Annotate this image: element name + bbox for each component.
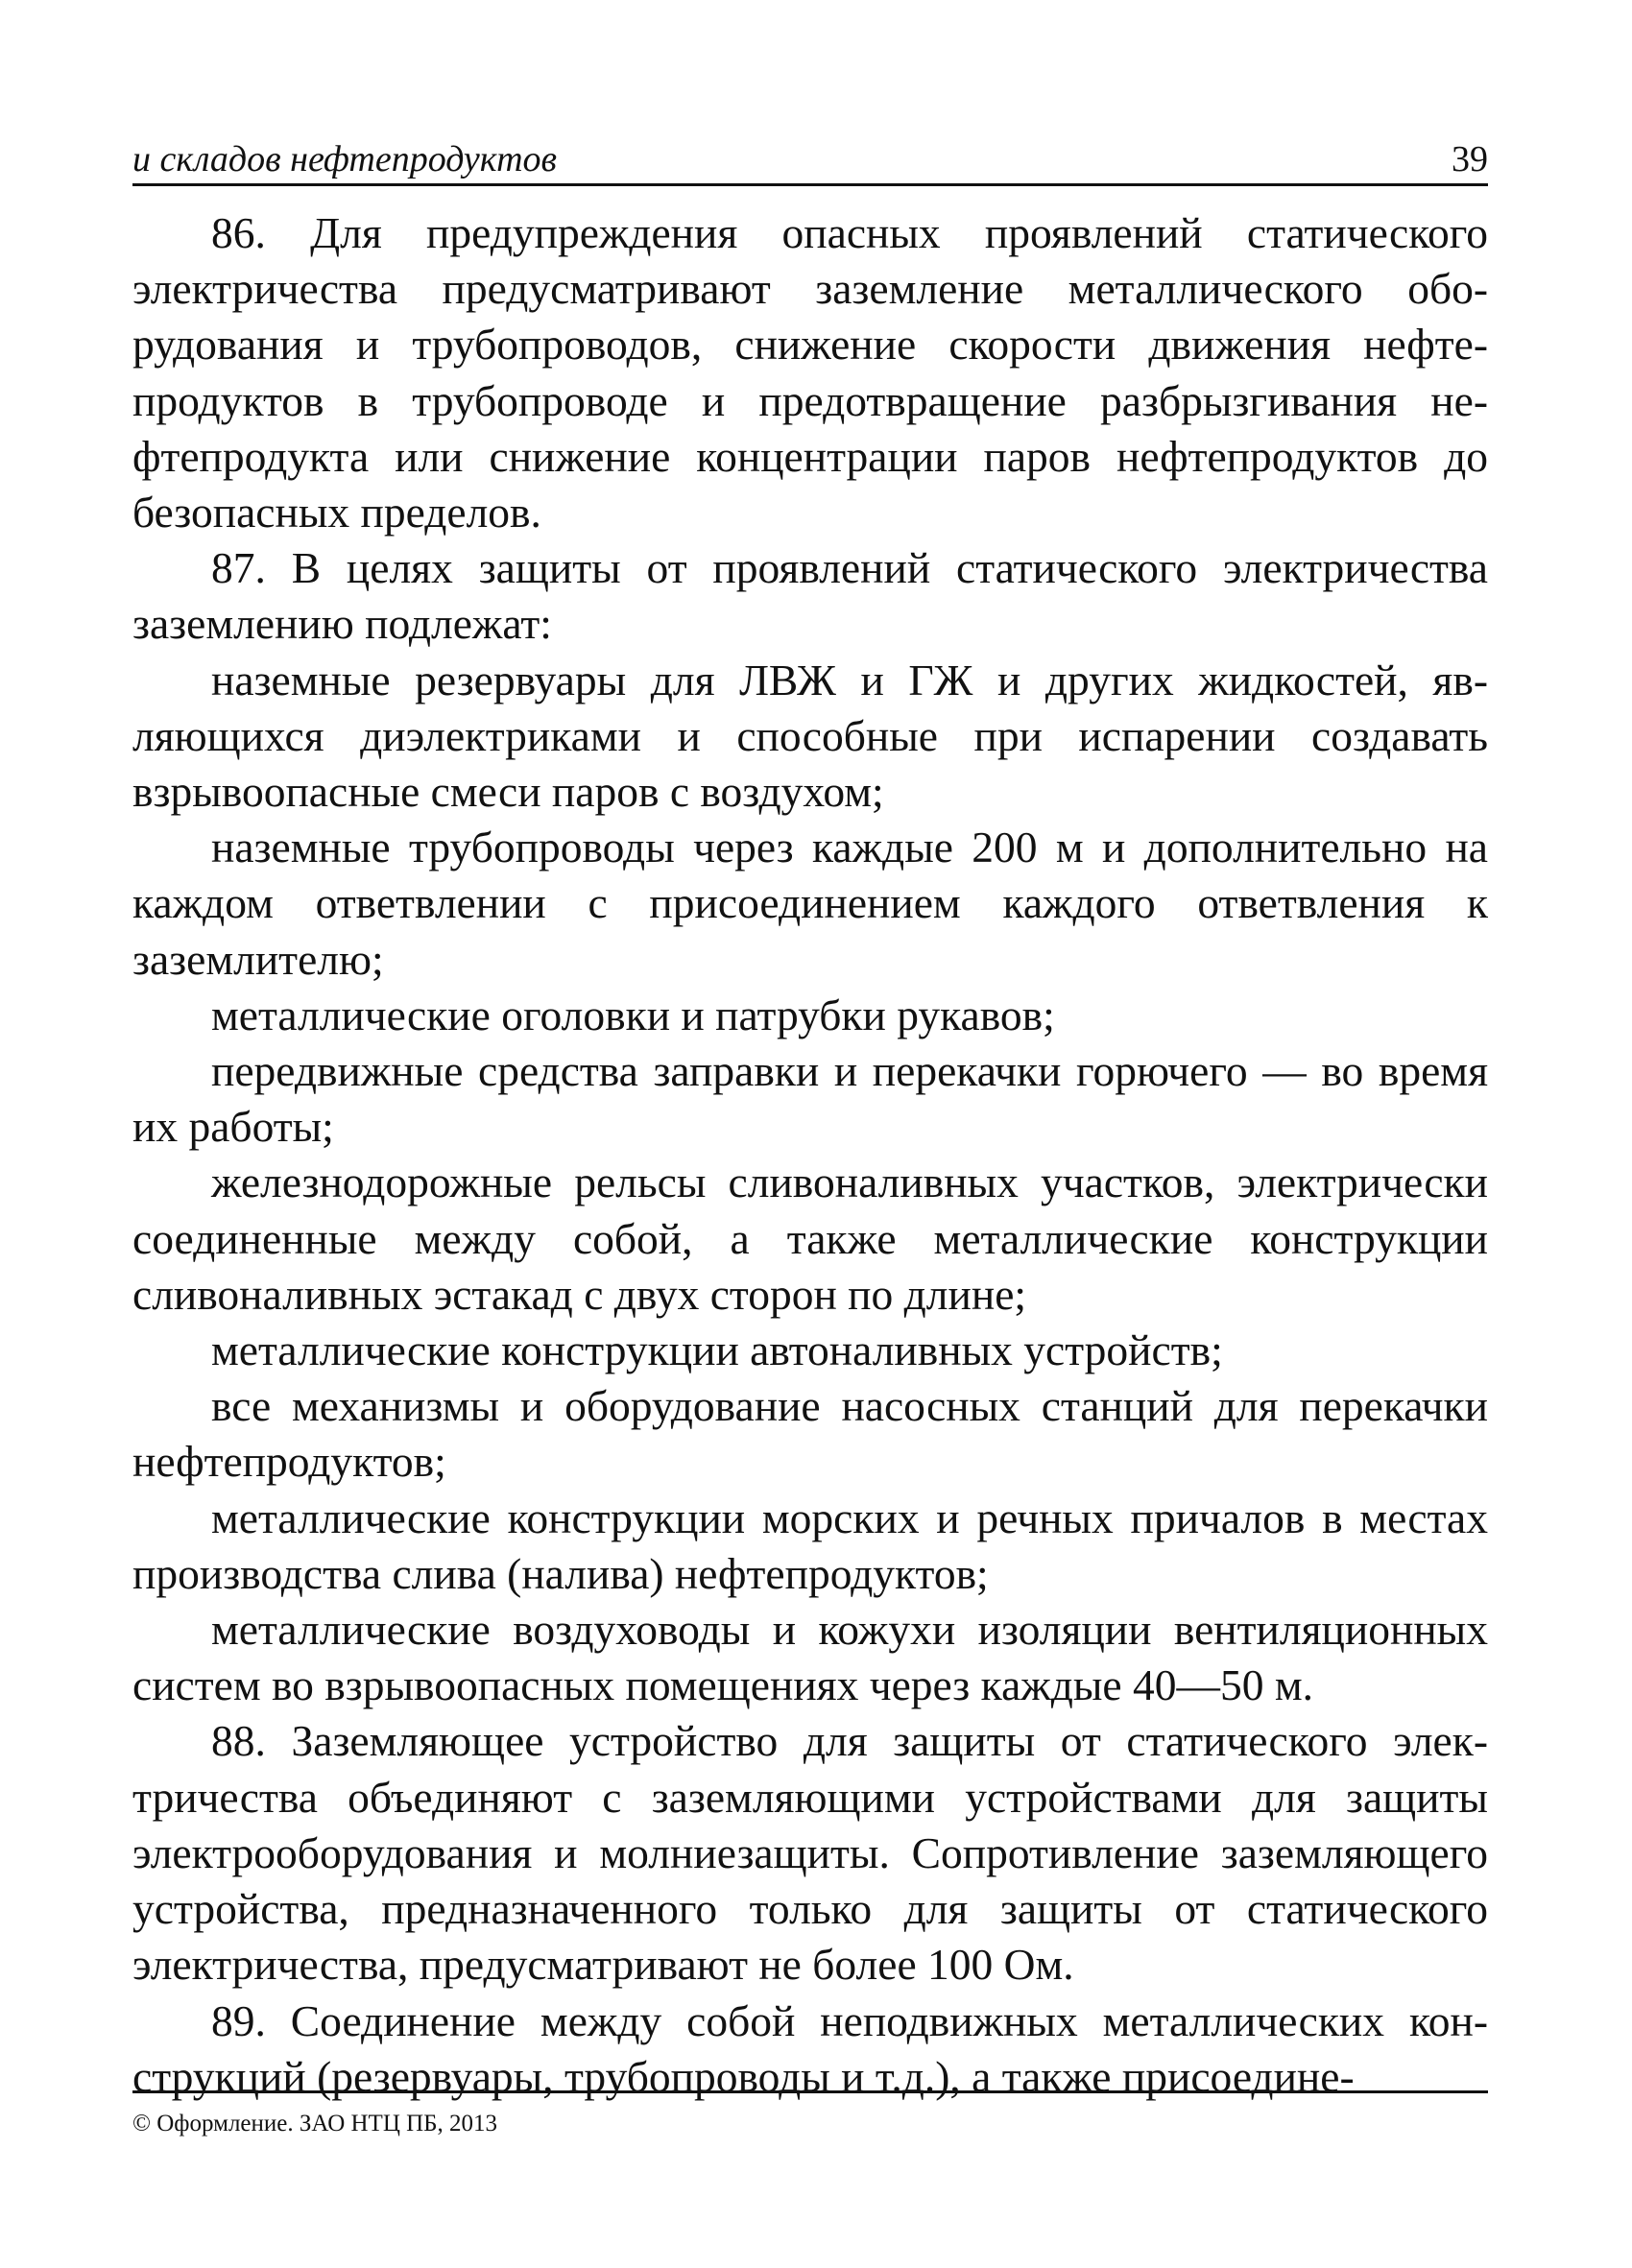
list-item: металлические конструкции морских и речных причалов в местах производства слива (налива) нефтепродуктов; — [132, 1492, 1488, 1598]
list-item: наземные трубопроводы через каждые 200 м и дополнительно на каждом ответвлении с присоединением каждого ответвления к заземлителю; — [132, 823, 1488, 984]
paragraph-87: 87. В целях защиты от проявлений статического электричества заземлению подлежат: — [132, 543, 1488, 649]
list-item: железнодорожные рельсы сливоналивных участков, электрически соединенные между собой, а также металлические конструкции сливоналивных эстакад с двух сторон по длине; — [132, 1158, 1488, 1319]
header-title: и складов нефтепродуктов — [132, 139, 558, 179]
document-page — [132, 0, 1488, 2268]
paragraph-89: 89. Соединение между собой неподвижных металлических конструкций (резервуары, трубопроводы и т.д.), а также присоедине- — [132, 1995, 1488, 2101]
list-item: металлические конструкции автоналивных устройств; — [211, 1325, 1223, 1375]
list-item: наземные резервуары для ЛВЖ и ГЖ и других жидкостей, являющихся диэлектриками и способные при испарении создавать взрывоопасные смеси паров с воздухом; — [132, 655, 1488, 817]
list-item: металлические воздуховоды и кожухи изоляции вентиляционных систем во взрывоопасных помещениях через каждые 40—50 м. — [132, 1605, 1488, 1710]
page-number: 39 — [1452, 139, 1488, 179]
footer-rule — [132, 2090, 1488, 2093]
running-header — [132, 132, 1488, 186]
list-item: передвижные средства заправки и перекачки горючего — во время их работы; — [132, 1046, 1488, 1152]
paragraph-88: 88. Заземляющее устройство для защиты от статического электричества объединяют с заземляющими устройствами для защиты электрооборудования и молниезащиты. Сопротивление заземляющего устройства, предназначенного только для защиты от статического электричества, предусматривают не более 100 Ом. — [132, 1716, 1488, 1990]
list-item: все механизмы и оборудование насосных станций для перекачки нефтепродуктов; — [132, 1381, 1488, 1487]
footer-copyright: © Оформление. ЗАО НТЦ ПБ, 2013 — [132, 2111, 498, 2137]
paragraph-86: 86. Для предупреждения опасных проявлений статического электричества предусматривают заземление металлического оборудования и трубопроводов, снижение скорости движения нефтепродуктов в трубопроводе и предотвращение разбрызгивания нефтепродукта или снижение концентрации паров нефтепродуктов до безопасных пределов. — [132, 208, 1488, 537]
list-item: металлические оголовки и патрубки рукавов; — [211, 990, 1055, 1039]
body-text — [132, 205, 1488, 2105]
